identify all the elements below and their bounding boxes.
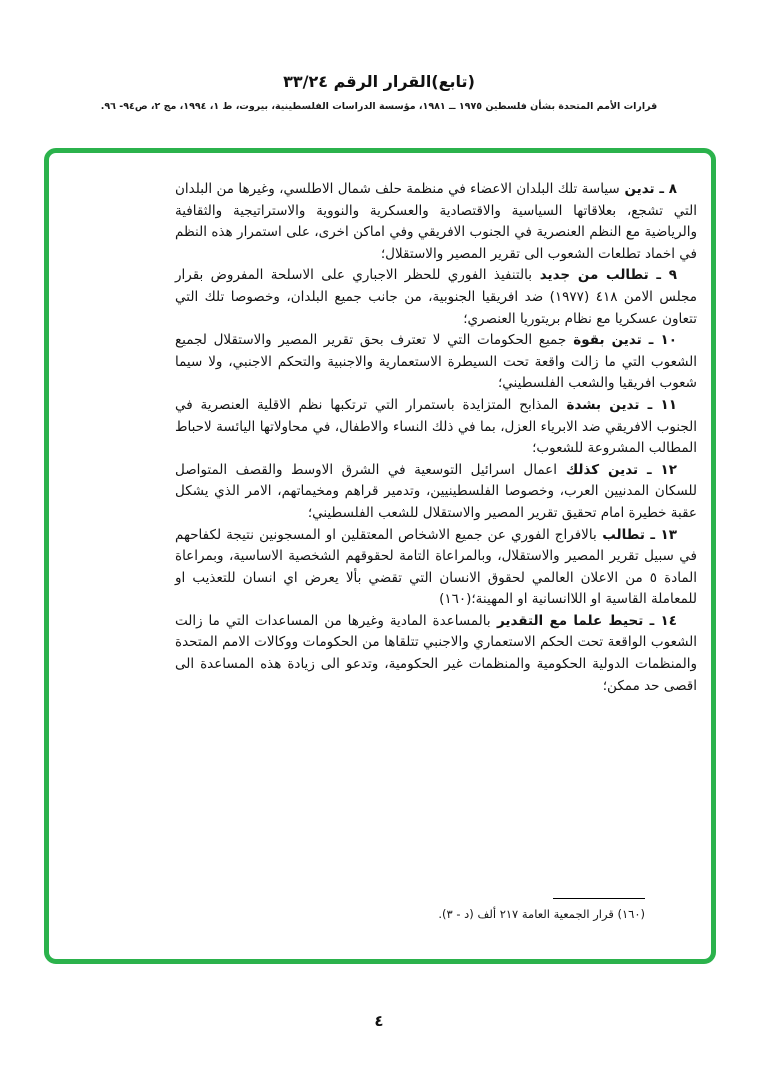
paragraph-lead: ٩ ـ تطالب من جديد	[531, 267, 677, 284]
paragraphs	[175, 179, 697, 697]
paragraph	[175, 179, 697, 265]
paragraph-lead: ١٣ ـ تطالب	[596, 526, 677, 543]
page-number: ٤	[374, 1012, 384, 1030]
footnote-separator	[553, 898, 645, 899]
paragraph	[175, 395, 697, 460]
page-subtitle: قرارات الأمم المتحدة بشأن فلسطين ١٩٧٥ ــ ١٩٨١، مؤسسة الدراسات الفلسطينية، بيروت، ط ١، ١٩٩٤، مج ٢، ص٩٤- ٩٦.	[100, 101, 658, 112]
footnote-area	[175, 898, 697, 921]
paragraph	[175, 525, 697, 611]
paragraph	[175, 265, 697, 330]
paragraph-body: جميع الحكومات التي لا تعترف بحق تقرير المصير والاستقلال لجميع الشعوب التي ما زالت واقعة تحت السيطرة الاستعمارية والاجنبية والتحكم الاجنبي، ولا سيما شعوب افريقيا والشعب الفلسطيني؛	[175, 332, 697, 392]
paragraph-lead: ١٤ ـ تحيط علما مع التقدير	[490, 612, 677, 629]
paragraph-lead: ١٢ ـ تدين كذلك	[556, 461, 677, 478]
paragraph	[175, 611, 697, 697]
paragraph-lead: ٨ ـ تدين	[619, 181, 677, 197]
paragraph-body: بالمساعدة المادية وغيرها من المساعدات التي ما زالت الشعوب الواقعة تحت الحكم الاستعماري والاجنبي تتلقاها من الحكومات ووكالات الامم المتحدة والمنظمات الدولية الحكومية والمنظمات غير الحكومية، وتدعو الى زيادة هذه المساعدة الى اقصى حد ممكن؛	[175, 612, 697, 694]
document-header	[0, 72, 758, 112]
paragraph	[175, 460, 697, 525]
paragraph-body: بالتنفيذ الفوري للحظر الاجباري على الاسلحة المفروض بقرار مجلس الامن ٤١٨ (١٩٧٧) ضد افريقيا الجنوبية، من جانب جميع البلدان، وخصوصا تلك التي تتعاون عسكريا مع نظام بريتوريا العنصري؛	[175, 267, 697, 327]
paragraph-body: اعمال اسرائيل التوسعية في الشرق الاوسط والقصف المتواصل للسكان المدنيين العرب، وخصوصا الفلسطينيين، وتدمير قراهم ومخيماتهم، الامر الذي يشكل عقبة خطيرة امام تحقيق تقرير المصير والاستقلال للشعب الفلسطيني؛	[175, 461, 697, 521]
paragraph-lead: ١١ ـ تدين بشدة	[558, 396, 677, 413]
page-title: (تابع)القرار الرقم ٣٣/٢٤	[283, 72, 475, 91]
paragraph	[175, 330, 697, 395]
paragraph-body: سياسة تلك البلدان الاعضاء في منظمة حلف شمال الاطلسي، وغيرها من البلدان التي تشجع، بعلاقاتها السياسية والاقتصادية والعسكرية والنووية والاستراتيجية والثقافية والرياضية مع النظم العنصرية في الجنوب الافريقي وفي اماكن اخرى، على استمرار هذه النظم في اخماد تطلعات الشعوب الى تقرير المصير والاستقلال؛	[175, 181, 697, 262]
paragraph-lead: ١٠ ـ تدين بقوة	[566, 332, 678, 349]
content-frame	[44, 148, 716, 964]
footnote: (١٦٠) قرار الجمعية العامة ٢١٧ ألف (د - ٣).	[438, 907, 645, 921]
paragraph-body: المذابح المتزايدة باستمرار التي ترتكبها نظم الاقلية العنصرية في الجنوب الافريقي ضد الابرياء العزل، بما في ذلك النساء والاطفال، في محاولاتها اليائسة لاحباط المطالب المشروعة للشعوب؛	[175, 396, 697, 457]
paragraph-body: بالافراج الفوري عن جميع الاشخاص المعتقلين او المسجونين نتيجة لكفاحهم في سبيل تقرير المصير والاستقلال، وبالمراعاة التامة لحقوقهم الشخصية الاساسية، وبمراعاة المادة ٥ من الاعلان العالمي لحقوق الانسان التي تقضي بألا يعرض اي انسان للتعذيب او للمعاملة القاسية او اللاانسانية او المهينة؛(١٦٠)	[175, 526, 697, 608]
